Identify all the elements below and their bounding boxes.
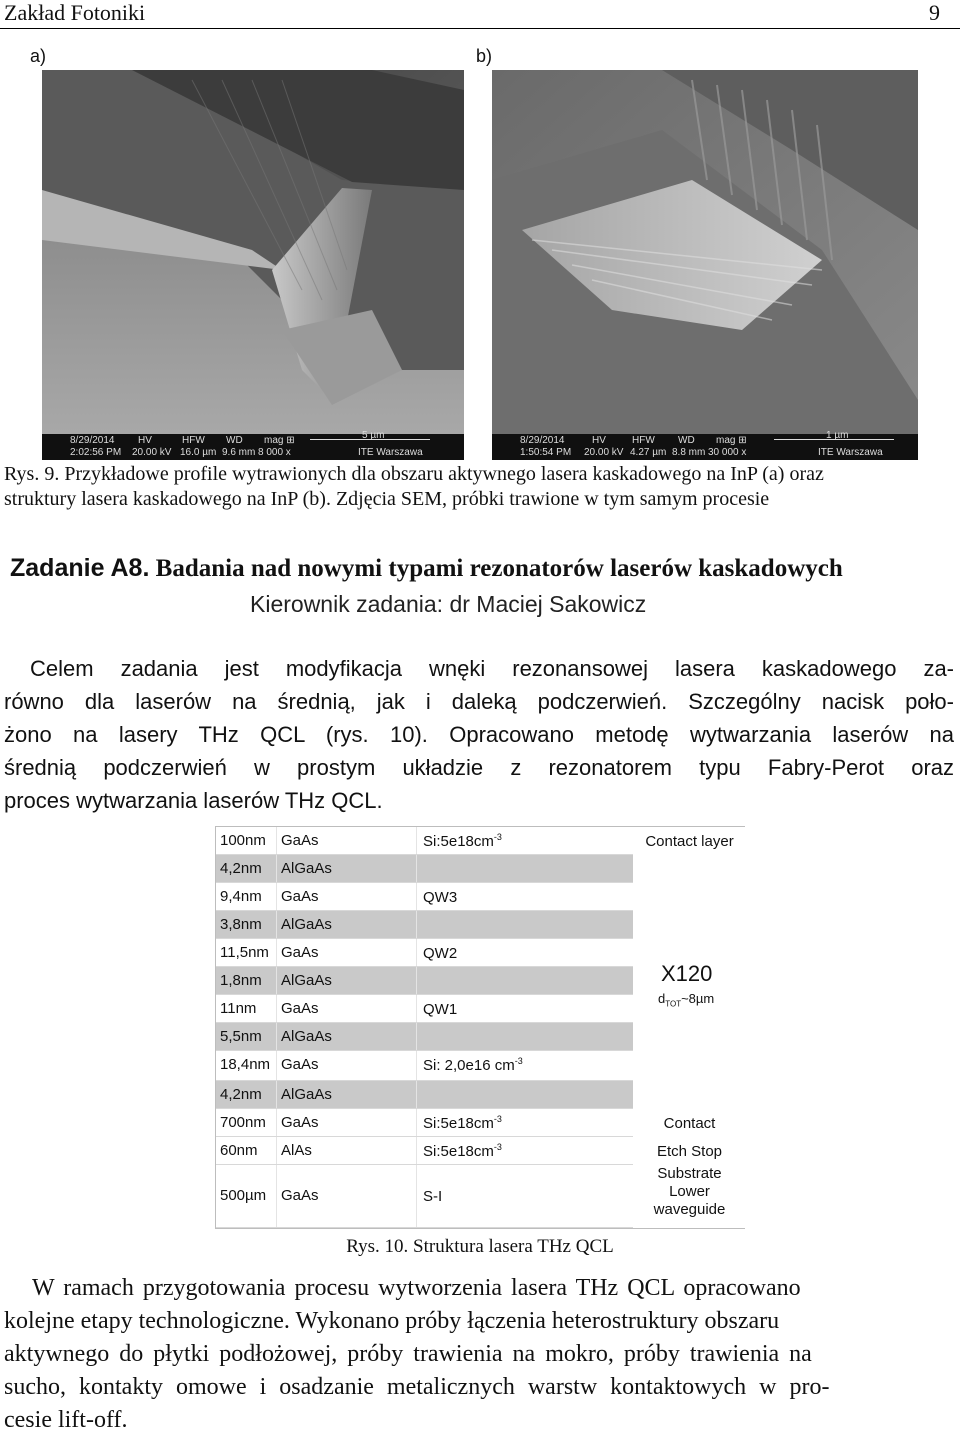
layer-material: GaAs [281, 1056, 319, 1073]
layer-doping: $Si:5e18cm^{-3}$ [423, 1142, 502, 1160]
layer-row [216, 855, 633, 883]
layer-thickness: 9,4nm [220, 888, 262, 905]
sem-b-mag: 30 000 x [708, 447, 747, 458]
task-title-text: Badania nad nowymi typami rezonatorów laserów kaskadowych [155, 555, 843, 582]
sem-a-wd-label: WD [226, 435, 243, 446]
sem-image-b [492, 70, 918, 460]
table-divider [416, 1051, 417, 1080]
sem-b-time: 1:50:54 PM [520, 447, 572, 458]
layer-material: GaAs [281, 1114, 319, 1131]
sem-a-org: ITE Warszawa [358, 447, 423, 458]
layer-thickness: 4,2nm [220, 860, 262, 877]
sem-a-mag-label: mag ⊞ [264, 435, 295, 446]
sem-info-bar-a [42, 430, 464, 460]
sem-b-scale: 1 µm [826, 430, 849, 441]
closing-line: sucho, kontakty omowe i osadzanie metalicznych warstw kontaktowych w pro- [4, 1374, 830, 1400]
dtot-label: $d_{TOT}\sim 8\mu m$ [658, 991, 715, 1009]
sem-image-a-graphic [42, 70, 464, 434]
layer-doping: QW2 [423, 945, 458, 962]
table-divider [416, 967, 417, 994]
sem-image-a [42, 70, 464, 460]
task-title [10, 554, 843, 583]
table-divider [416, 1137, 417, 1164]
layer-material: AlGaAs [281, 916, 332, 933]
layer-row [216, 995, 633, 1023]
table-divider [276, 1051, 277, 1080]
table-divider [276, 827, 277, 854]
table-divider [416, 1109, 417, 1136]
x120-label: X120 [661, 961, 713, 986]
table-divider [416, 939, 417, 966]
contact-layer-cell [633, 827, 746, 855]
sem-b-hfw-label: HFW [632, 435, 655, 446]
sem-b-hv: 20.00 kV [584, 447, 624, 458]
layer-material: AlGaAs [281, 1028, 332, 1045]
page-number: 9 [929, 0, 940, 25]
sem-b-date: 8/29/2014 [520, 435, 565, 446]
table-divider [276, 1165, 277, 1227]
period-cell [633, 855, 746, 1109]
figure-label-b: b) [476, 46, 493, 66]
closing-line: cesie lift-off. [4, 1407, 128, 1433]
layer-row [216, 1109, 633, 1137]
table-divider [276, 855, 277, 882]
header-title: Zakład Fotoniki [4, 0, 146, 25]
sem-a-hv-label: HV [138, 435, 152, 446]
layer-row [216, 967, 633, 995]
layer-material: GaAs [281, 832, 319, 849]
layer-row [216, 1081, 633, 1109]
layer-thickness: 5,5nm [220, 1028, 262, 1045]
table-divider [276, 1081, 277, 1108]
substrate-cell [633, 1165, 746, 1228]
layer-thickness: 100nm [220, 832, 266, 849]
sem-a-hv: 20.00 kV [132, 447, 172, 458]
table-divider [416, 883, 417, 910]
layer-material: GaAs [281, 944, 319, 961]
figure9-caption [4, 462, 954, 512]
sem-b-wd: 8.8 mm [672, 447, 706, 458]
table-divider [276, 939, 277, 966]
layer-thickness: 11nm [220, 1000, 257, 1017]
layer-doping: QW1 [423, 1001, 458, 1018]
closing-line: kolejne etapy technologiczne. Wykonano próby łączenia heterostruktury obszaru [4, 1308, 780, 1334]
layer-material: AlAs [281, 1142, 312, 1159]
layer-material: AlGaAs [281, 972, 332, 989]
task-para-line: średnią podczerwień w prostym układzie z rezonatorem typu Fabry-Perot oraz [4, 755, 954, 780]
layer-thickness: 1,8nm [220, 972, 262, 989]
layer-thickness: 500µm [220, 1187, 267, 1204]
task-manager: Kierownik zadania: dr Maciej Sakowicz [250, 591, 647, 617]
figure-label-a: a) [30, 46, 47, 66]
layer-doping: S-I [423, 1188, 443, 1205]
substrate-label: Substrate [657, 1165, 722, 1182]
sem-image-b-graphic [492, 70, 918, 434]
sem-a-date: 8/29/2014 [70, 435, 115, 446]
layer-structure-table [215, 826, 745, 1229]
closing-line: W ramach przygotowania procesu wytworzenia lasera THz QCL opracowano [32, 1275, 801, 1301]
sem-a-wd: 9.6 mm [222, 447, 256, 458]
sem-a-mag: 8 000 x [258, 447, 291, 458]
layer-doping: Si: 2,0e16 $cm^{-3}$ [423, 1056, 523, 1074]
layer-row [216, 1051, 633, 1081]
table-divider [416, 911, 417, 938]
table-divider [276, 967, 277, 994]
sem-b-hfw: 4.27 µm [630, 447, 667, 458]
table-divider [276, 1023, 277, 1050]
sem-a-scale: 5 µm [362, 430, 385, 441]
layer-row [216, 883, 633, 911]
task-paragraph [4, 652, 954, 817]
layer-thickness: 3,8nm [220, 916, 262, 933]
layer-material: GaAs [281, 1000, 319, 1017]
layer-doping: $Si:5e18cm^{-3}$ [423, 832, 502, 850]
etch-stop-label: Etch Stop [656, 1143, 723, 1160]
table-divider [416, 1023, 417, 1050]
table-divider [276, 1109, 277, 1136]
contact-cell [633, 1109, 746, 1137]
layer-row [216, 1165, 633, 1228]
task-label: Zadanie A8. [10, 554, 150, 582]
sem-b-hv-label: HV [592, 435, 606, 446]
layer-thickness: 60nm [220, 1142, 258, 1159]
figure9-caption-line1: Rys. 9. Przykładowe profile wytrawionych dla obszaru aktywnego lasera kaskadowego na InP (a) oraz [4, 463, 824, 485]
layer-row [216, 827, 633, 855]
table-divider [276, 995, 277, 1022]
layer-material: AlGaAs [281, 1086, 332, 1103]
task-para-line: żono na lasery THz QCL (rys. 10). Opracowano metodę wytwarzania laserów na [4, 722, 954, 747]
table-divider [416, 995, 417, 1022]
sem-info-bar-b [492, 430, 918, 460]
sem-a-hfw-label: HFW [182, 435, 205, 446]
closing-paragraph [4, 1272, 956, 1437]
task-para-line: proces wytwarzania laserów THz QCL. [4, 788, 383, 813]
layer-thickness: 18,4nm [220, 1056, 271, 1073]
waveguide-label: waveguide [653, 1201, 726, 1218]
page-header [0, 0, 960, 29]
layer-doping: $Si:5e18cm^{-3}$ [423, 1114, 502, 1132]
contact-label: Contact [663, 1115, 716, 1132]
table-divider [416, 855, 417, 882]
table-divider [416, 827, 417, 854]
sem-a-time: 2:02:56 PM [70, 447, 122, 458]
contact-layer-label: Contact layer [645, 833, 734, 850]
sem-b-org: ITE Warszawa [818, 447, 883, 458]
table-divider [276, 1137, 277, 1164]
closing-line: aktywnego do płytki podłożowej, próby trawienia na mokro, próby trawienia na [4, 1341, 812, 1367]
etch-stop-cell [633, 1137, 746, 1165]
layer-row [216, 939, 633, 967]
layer-thickness: 700nm [220, 1114, 266, 1131]
task-para-line: równo dla laserów na średnią, jak i daleką podczerwień. Szczególny nacisk poło- [4, 689, 954, 714]
table-divider [276, 911, 277, 938]
lower-label: Lower [669, 1183, 710, 1200]
layer-doping: QW3 [423, 889, 458, 906]
table-divider [416, 1165, 417, 1227]
layer-row [216, 911, 633, 939]
sem-b-mag-label: mag ⊞ [716, 435, 747, 446]
layer-thickness: 4,2nm [220, 1086, 262, 1103]
figure9-caption-line2: struktury lasera kaskadowego na InP (b). Zdjęcia SEM, próbki trawione w tym samym procesie [4, 488, 770, 510]
layer-material: GaAs [281, 888, 319, 905]
layer-row [216, 1023, 633, 1051]
layer-thickness: 11,5nm [220, 944, 269, 961]
task-para-line: Celem zadania jest modyfikacja wnęki rezonansowej lasera kaskadowego za- [30, 656, 954, 681]
sem-b-wd-label: WD [678, 435, 695, 446]
layer-row [216, 1137, 633, 1165]
layer-material: GaAs [281, 1187, 319, 1204]
table-divider [276, 883, 277, 910]
layer-material: AlGaAs [281, 860, 332, 877]
figure10-caption: Rys. 10. Struktura lasera THz QCL [346, 1236, 614, 1257]
sem-a-hfw: 16.0 µm [180, 447, 217, 458]
table-divider [416, 1081, 417, 1108]
